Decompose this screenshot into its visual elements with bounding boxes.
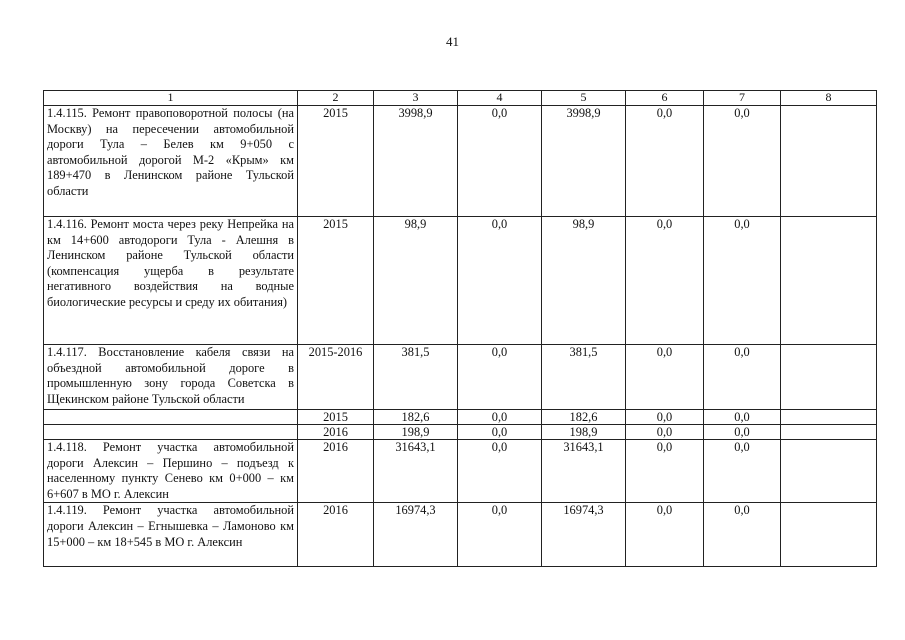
row-value: 98,9 — [542, 217, 626, 345]
table-row — [44, 345, 877, 410]
row-value: 0,0 — [626, 106, 704, 217]
table-row — [44, 106, 877, 217]
row-value — [781, 503, 877, 567]
row-value — [781, 440, 877, 503]
row-description: 1.4.116. Ремонт моста через реку Непрейка на км 14+600 автодороги Тула - Алешня в Ленинском районе Тульской области (компенсация ущерба в результате негативного воздействия на водные биологические ресурсы и среду их обитания) — [44, 217, 298, 345]
row-value — [781, 217, 877, 345]
table-row — [44, 410, 877, 425]
row-value: 381,5 — [542, 345, 626, 410]
row-value: 0,0 — [626, 425, 704, 440]
budget-table — [43, 90, 877, 567]
row-value: 381,5 — [374, 345, 458, 410]
row-value: 0,0 — [626, 440, 704, 503]
table-row — [44, 503, 877, 567]
row-value: 3998,9 — [374, 106, 458, 217]
row-description: 1.4.119. Ремонт участка автомобильной дороги Алексин – Егнышевка – Ламоново км 15+000 – км 18+545 в МО г. Алексин — [44, 503, 298, 567]
row-year: 2015 — [298, 106, 374, 217]
column-header: 8 — [781, 91, 877, 106]
row-value: 0,0 — [458, 425, 542, 440]
row-value: 0,0 — [626, 410, 704, 425]
row-year: 2016 — [298, 440, 374, 503]
row-description — [44, 425, 298, 440]
row-value: 0,0 — [704, 217, 781, 345]
row-description: 1.4.118. Ремонт участка автомобильной дороги Алексин – Першино – подъезд к населенному пункту Сенево км 0+000 – км 6+607 в МО г. Алексин — [44, 440, 298, 503]
row-value: 0,0 — [704, 345, 781, 410]
row-value: 0,0 — [704, 440, 781, 503]
row-value: 16974,3 — [374, 503, 458, 567]
row-value: 182,6 — [542, 410, 626, 425]
row-value: 0,0 — [458, 503, 542, 567]
row-year: 2015 — [298, 410, 374, 425]
table-row — [44, 440, 877, 503]
table-row — [44, 217, 877, 345]
row-year: 2016 — [298, 425, 374, 440]
column-header: 2 — [298, 91, 374, 106]
row-value: 31643,1 — [374, 440, 458, 503]
row-value: 0,0 — [458, 106, 542, 217]
row-value — [781, 106, 877, 217]
column-header: 6 — [626, 91, 704, 106]
row-value: 16974,3 — [542, 503, 626, 567]
row-value: 0,0 — [704, 410, 781, 425]
row-description — [44, 410, 298, 425]
row-value: 182,6 — [374, 410, 458, 425]
row-year: 2016 — [298, 503, 374, 567]
row-value — [781, 345, 877, 410]
row-value: 0,0 — [704, 106, 781, 217]
row-value: 98,9 — [374, 217, 458, 345]
row-value — [781, 410, 877, 425]
column-header: 7 — [704, 91, 781, 106]
column-header: 3 — [374, 91, 458, 106]
row-value: 31643,1 — [542, 440, 626, 503]
column-header: 4 — [458, 91, 542, 106]
row-year: 2015-2016 — [298, 345, 374, 410]
row-value: 198,9 — [374, 425, 458, 440]
row-description: 1.4.115. Ремонт правоповоротной полосы (на Москву) на пересечении автомобильной дороги Тула – Белев км 9+050 с автомобильной дорогой М-2 «Крым» км 189+470 в Ленинском районе Тульской области — [44, 106, 298, 217]
row-value: 0,0 — [458, 440, 542, 503]
row-value: 0,0 — [458, 410, 542, 425]
row-value — [781, 425, 877, 440]
row-value: 3998,9 — [542, 106, 626, 217]
row-value: 0,0 — [458, 217, 542, 345]
page-number: 41 — [446, 34, 459, 49]
row-value: 0,0 — [626, 345, 704, 410]
column-header: 5 — [542, 91, 626, 106]
row-value: 198,9 — [542, 425, 626, 440]
column-header: 1 — [44, 91, 298, 106]
table-header-row — [44, 91, 877, 106]
row-description: 1.4.117. Восстановление кабеля связи на объездной автомобильной дороге в промышленную зону города Советска в Щекинском районе Тульской области — [44, 345, 298, 410]
row-value: 0,0 — [458, 345, 542, 410]
row-value: 0,0 — [704, 425, 781, 440]
table-row — [44, 425, 877, 440]
row-value: 0,0 — [704, 503, 781, 567]
row-value: 0,0 — [626, 503, 704, 567]
row-year: 2015 — [298, 217, 374, 345]
row-value: 0,0 — [626, 217, 704, 345]
